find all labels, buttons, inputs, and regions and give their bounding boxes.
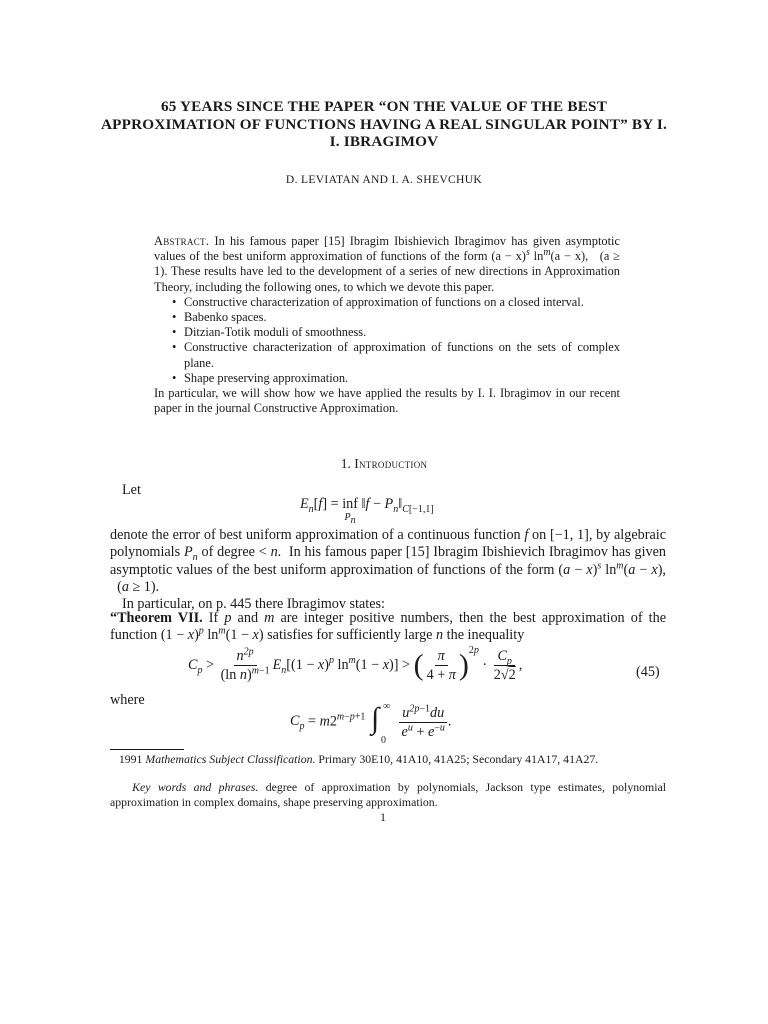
equation-best-approx: $E_n[f]$ = inf $P_n$ ‖f − $P_n‖_{C[-1,1]}$ — [300, 496, 434, 527]
let-word: Let — [122, 482, 141, 498]
equation-cp: $C_p = m2^{m-p+1}$ ∫ ∞ 0 $\frac{u^{2p-1}du}{e^u + e^{-u}}$ . — [290, 701, 452, 746]
equation-number: (45) — [636, 664, 660, 680]
equation-45: $C_p$ > $\frac{n^{2p}}{(\ln n)^{m-1}}$ $E_n[(1 - x)^p$ $\ln^m(1 - x)$] > ( $\frac{\pi}{4 + \pi}$ )$^{2p}$ · $\frac{C_p}{2√2}$ , — [188, 644, 523, 683]
list-item: • Babenko spaces. — [172, 310, 267, 325]
abstract-text-part-1: In his famous paper [15] Ibragim Ibishievich Ibragimov has given asymptotic values of the best uniform approximation of functions of the form (a − x) — [154, 234, 620, 264]
section-title: Introduction — [354, 456, 428, 471]
bullet-icon: • — [172, 325, 177, 340]
abstract-label: Abstract. — [154, 234, 210, 248]
section-number: 1. — [340, 456, 351, 471]
list-item: • Constructive characterization of approximation of functions on the sets of complex plane. — [172, 340, 620, 370]
abstract-text-part-3: (a ≥ 1). These results have led to the development of a series of new directions in Approximation Theory, including the following ones, to which we devote this paper. — [154, 249, 620, 294]
section-heading — [100, 456, 668, 472]
intro-paragraph: denote the error of best uniform approximation of a continuous function f on [−1, 1], by algebraic polynomials $P_n$ of degree < n. In his famous paper [15] Ibragim Ibishievich Ibragimov has given asymptotic values of the best uniform approximation of functions of the form $(a - x)^s$ $\ln^m(a - x)$, (a ≥ 1). — [110, 527, 667, 596]
bullet-icon: • — [172, 310, 177, 325]
footnote-rule — [110, 749, 184, 750]
list-item: • Ditzian-Totik moduli of smoothness. — [172, 325, 367, 340]
page-number: 1 — [380, 810, 386, 824]
abstract-text-part-2: (a − x), — [550, 249, 589, 264]
theorem-block: “Theorem VII. If p and m are integer positive numbers, then the best approximation of the function $(1 - x)^p$ $\ln^m(1 - x)$ satisfies for sufficiently large n the inequality — [110, 610, 667, 644]
abstract-block: Abstract. In his famous paper [15] Ibragim Ibishievich Ibragimov has given asymptotic values of the best uniform approximation of functions of the form $(a - x)^s$ $\ln^m(a - x)$, (a ≥ 1). These results have led to the development of a series of new directions in Approximation Theory, including the following ones, to which we devote this paper. • Constructive characterization of approximation of functions on a closed interval. • Babenko spaces. • Ditzian-Totik moduli of smoothness. • Constructive characterization of approximation of functions on the sets of complex plane. • Shape preserving approximation. In particular, we will show how we have applied the results by I. I. Ibragimov in our recent paper in the journal Constructive Approximation. — [154, 234, 620, 416]
list-item: • Shape preserving approximation. — [172, 370, 349, 385]
footnote-keywords: Key words and phrases. degree of approximation by polynomials, Jackson type estimates, polynomial approximation in complex domains, shape preserving approximation. — [110, 780, 666, 809]
bullet-icon: • — [172, 340, 177, 355]
paper-authors: D. LEVIATAN AND I. A. SHEVCHUK — [285, 173, 483, 186]
abstract-closing: In particular, we will show how we have applied the results by I. I. Ibragimov in our recent paper in the journal Constructive Approximation. — [154, 386, 620, 416]
intro-paragraph-2: In particular, on p. 445 there Ibragimov states: — [122, 596, 386, 612]
paper-title: 65 YEARS SINCE THE PAPER “ON THE VALUE OF THE BEST APPROXIMATION OF FUNCTIONS HAVING A REAL SINGULAR POINT” BY I. I. IBRAGIMOV — [101, 98, 667, 151]
list-item: • Constructive characterization of approximation of functions on a closed interval. — [172, 294, 584, 309]
where-word: where — [110, 692, 145, 708]
abstract-bullet-list — [154, 295, 620, 386]
bullet-icon: • — [172, 370, 177, 385]
bullet-icon: • — [172, 294, 177, 309]
theorem-label: “Theorem VII. — [110, 610, 203, 626]
footnote-msc: 1991 Mathematics Subject Classification. Primary 30E10, 41A10, 41A25; Secondary 41A17, 41A27. — [118, 752, 599, 766]
